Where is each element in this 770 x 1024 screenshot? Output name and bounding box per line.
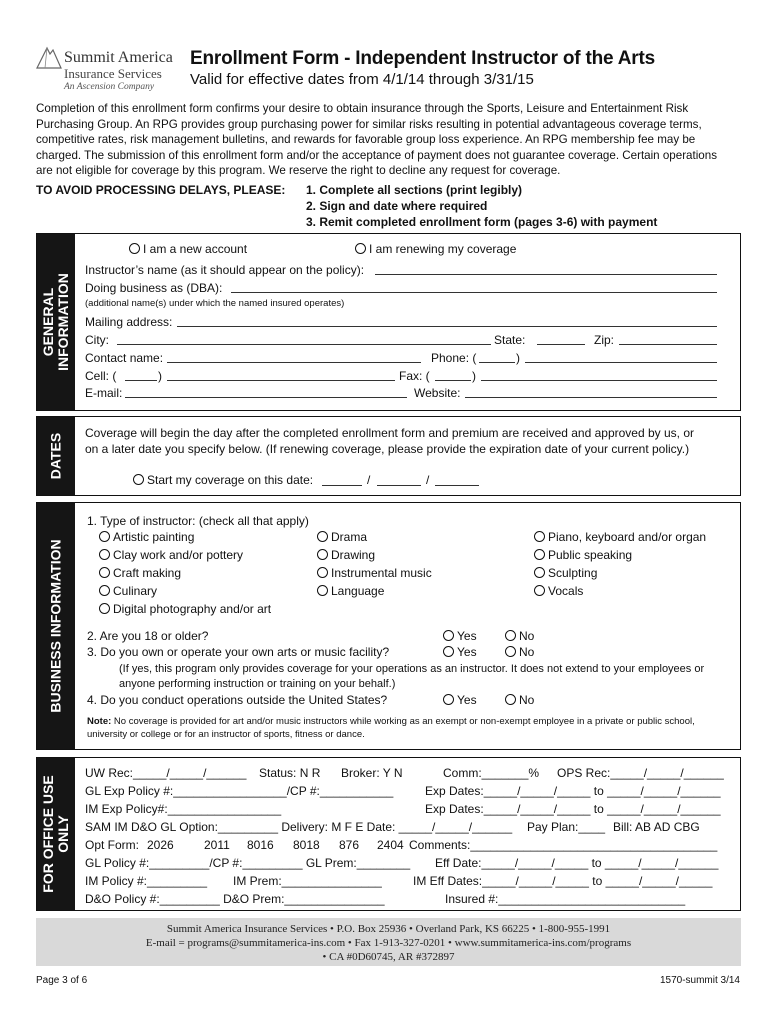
processing-label: TO AVOID PROCESSING DELAYS, PLEASE: <box>36 183 286 197</box>
dba-note: (additional name(s) under which the named insured operates) <box>85 298 345 309</box>
instructor-name-label: Instructor’s name (as it should appear on the policy): <box>85 263 365 277</box>
website-field[interactable] <box>465 397 717 398</box>
fax-field[interactable] <box>481 380 717 381</box>
business-information-section <box>36 502 741 750</box>
opt-form-2026: 2026 <box>147 838 174 852</box>
instructor-type-option[interactable]: Drawing <box>317 548 375 562</box>
checkbox-circle-icon[interactable] <box>317 567 328 578</box>
fax-label: Fax: ( <box>399 369 430 383</box>
city-label: City: <box>85 333 109 347</box>
date-slash-2: / <box>426 473 430 487</box>
gl-exp-policy: GL Exp Policy #:_________________/CP #:___________ <box>85 784 394 798</box>
mountain-logo-icon <box>36 44 62 70</box>
website-label: Website: <box>414 386 461 400</box>
date-slash-1: / <box>367 473 371 487</box>
fax-area-field[interactable] <box>435 380 471 381</box>
company-logo <box>36 44 186 96</box>
processing-step-2: 2. Sign and date where required <box>306 199 488 213</box>
dates-tab <box>37 417 75 495</box>
footer-email-fax: E-mail = programs@summitamerica-ins.com • Fax 1-913-327-0201 • www.summitamerica-ins.com/programs <box>145 937 632 949</box>
checkbox-circle-icon[interactable] <box>534 531 545 542</box>
insured-number: Insured #:____________________________ <box>445 892 686 906</box>
opt-form-2011: 2011 <box>204 838 230 852</box>
status: Status: N R <box>259 766 321 780</box>
eff-date: Eff Date:_____/_____/_____ to _____/_____/______ <box>435 856 719 870</box>
footer-contact-band <box>36 918 741 966</box>
radio-circle-icon[interactable] <box>505 630 516 641</box>
checkbox-circle-icon[interactable] <box>534 549 545 560</box>
phone-area-field[interactable] <box>479 362 515 363</box>
gl-policy: GL Policy #:_________/CP #:_________ GL Prem:________ <box>85 856 411 870</box>
dates-text: Coverage will begin the day after the completed enrollment form and premium are received and approved by us, or on a later date you specify below. (If renewing coverage, please provide the expiration date of your current policy.) <box>85 426 694 456</box>
fax-close-paren: ) <box>472 369 476 383</box>
im-eff-dates: IM Eff Dates:_____/_____/_____ to _____/_____/_____ <box>413 874 713 888</box>
dates-section <box>36 416 741 496</box>
start-year-field[interactable] <box>435 485 479 486</box>
exp-dates-1: Exp Dates:_____/_____/_____ to _____/_____/______ <box>425 784 721 798</box>
cell-close-paren: ) <box>158 369 162 383</box>
email-field[interactable] <box>125 397 407 398</box>
q2-label: 2. Are you 18 or older? <box>87 629 209 643</box>
start-day-field[interactable] <box>377 485 421 486</box>
q2-no-option[interactable]: No <box>505 629 534 643</box>
broker: Broker: Y N <box>341 766 403 780</box>
im-policy: IM Policy #:_________ <box>85 874 208 888</box>
checkbox-circle-icon[interactable] <box>534 585 545 596</box>
im-prem: IM Prem:_______________ <box>233 874 382 888</box>
start-month-field[interactable] <box>322 485 362 486</box>
opt-form-2404: 2404 <box>377 838 404 852</box>
instructor-type-option[interactable]: Public speaking <box>534 548 632 562</box>
processing-step-1: 1. Complete all sections (print legibly) <box>306 183 523 197</box>
radio-circle-icon[interactable] <box>443 694 454 705</box>
q3-yes-option[interactable]: Yes <box>443 645 477 659</box>
radio-circle-icon[interactable] <box>443 646 454 657</box>
instructor-type-option[interactable]: Drama <box>317 530 367 544</box>
email-label: E-mail: <box>85 386 123 400</box>
page-title: Enrollment Form - Independent Instructor of the Arts <box>190 48 655 69</box>
mailing-field[interactable] <box>177 326 717 327</box>
radio-circle-icon[interactable] <box>355 243 366 254</box>
instructor-type-option[interactable]: Artistic painting <box>99 530 194 544</box>
dno-policy: D&O Policy #:_________ D&O Prem:_______________ <box>85 892 385 906</box>
dates-tab-label: DATES <box>47 432 64 480</box>
office-use-tab <box>37 758 75 910</box>
zip-label: Zip: <box>594 333 615 347</box>
tab-label-line2: INFORMATION <box>55 273 71 371</box>
contact-label: Contact name: <box>85 351 164 365</box>
state-label: State: <box>494 333 526 347</box>
checkbox-circle-icon[interactable] <box>99 531 110 542</box>
contact-field[interactable] <box>167 362 421 363</box>
q3-no-option[interactable]: No <box>505 645 534 659</box>
instructor-type-option[interactable]: Vocals <box>534 584 583 598</box>
checkbox-circle-icon[interactable] <box>534 567 545 578</box>
instructor-type-option[interactable]: Culinary <box>99 584 157 598</box>
q3-label: 3. Do you own or operate your own arts or music facility? <box>87 645 390 659</box>
general-information-section <box>36 233 741 411</box>
q3-note: (If yes, this program only provides coverage for your operations as an instructor. It does not extend to your employees or anyone performing instruction or training on your behalf.) <box>119 663 705 690</box>
pay-plan: Pay Plan:____ <box>527 820 606 834</box>
q4-no-option[interactable]: No <box>505 693 534 707</box>
bill: Bill: AB AD CBG <box>613 820 700 834</box>
exp-dates-2: Exp Dates:_____/_____/_____ to _____/_____/______ <box>425 802 721 816</box>
opt-form-8018: 8018 <box>293 838 320 852</box>
im-exp-policy: IM Exp Policy#:_________________ <box>85 802 282 816</box>
form-code: 1570-summit 3/14 <box>659 975 740 986</box>
renewing-option[interactable]: I am renewing my coverage <box>355 242 516 256</box>
phone-close-paren: ) <box>516 351 520 365</box>
opt-form-876: 876 <box>339 838 360 852</box>
new-account-option[interactable]: I am a new account <box>129 242 247 256</box>
opt-form-8016: 8016 <box>247 838 274 852</box>
radio-circle-icon[interactable] <box>129 243 140 254</box>
instructor-type-option[interactable]: Clay work and/or pottery <box>99 548 243 562</box>
q4-yes-option[interactable]: Yes <box>443 693 477 707</box>
instructor-type-option[interactable]: Digital photography and/or art <box>99 602 271 616</box>
ops-rec: OPS Rec:_____/_____/______ <box>557 766 724 780</box>
q2-yes-option[interactable]: Yes <box>443 629 477 643</box>
instructor-type-option[interactable]: Sculpting <box>534 566 597 580</box>
radio-circle-icon[interactable] <box>505 646 516 657</box>
comm: Comm:_______% <box>443 766 540 780</box>
radio-circle-icon[interactable] <box>443 630 454 641</box>
checkbox-circle-icon[interactable] <box>99 549 110 560</box>
q1-label: 1. Type of instructor: (check all that apply) <box>87 514 309 528</box>
city-field[interactable] <box>117 344 491 345</box>
cell-field[interactable] <box>167 380 395 381</box>
instructor-type-option[interactable]: Language <box>317 584 384 598</box>
start-coverage-option[interactable]: Start my coverage on this date: <box>133 473 313 487</box>
radio-circle-icon[interactable] <box>505 694 516 705</box>
page-subtitle: Valid for effective dates from 4/1/14 through 3/31/15 <box>190 71 534 88</box>
business-note: Note: No coverage is provided for art and/or music instructors while working as an exempt or non-exempt employee in a private or public school, university or college or for an instructor of sports, fitness or dance. <box>87 716 695 740</box>
intro-paragraph: Completion of this enrollment form confirms your desire to obtain insurance through the Sports, Leisure and Entertainment Risk Purchasing Group. An RPG provides group purchasing power for similar risks resulting in potential advantageous coverage terms, competitive rates, risk management bulletins, and rewards for favorable group loss experience. An RPG membership fee may be charged. The submission of this enrollment form and/or the acceptance of payment does not guarantee coverage. Certain operations are not eligible for coverage by this program. We reserve the right to decline any request for coverage. <box>36 102 717 178</box>
checkbox-circle-icon[interactable] <box>99 567 110 578</box>
phone-label: Phone: ( <box>431 351 477 365</box>
footer-licenses: • CA #0D60745, AR #372897 <box>322 951 455 963</box>
tab-label-line1: GENERAL <box>40 287 56 357</box>
comments: Comments:_____________________________________ <box>409 838 718 852</box>
zip-field[interactable] <box>619 344 717 345</box>
radio-circle-icon[interactable] <box>133 474 144 485</box>
office-use-section <box>36 757 741 911</box>
mailing-label: Mailing address: <box>85 315 173 329</box>
uw-rec: UW Rec:_____/_____/______ <box>85 766 247 780</box>
instructor-type-option[interactable]: Craft making <box>99 566 181 580</box>
general-information-tab <box>37 234 75 410</box>
logo-company: Summit America <box>64 49 173 66</box>
checkbox-circle-icon[interactable] <box>99 585 110 596</box>
q4-label: 4. Do you conduct operations outside the United States? <box>87 693 388 707</box>
office-tab-line2: ONLY <box>55 815 71 853</box>
phone-field[interactable] <box>525 362 717 363</box>
sam-im-dno: SAM IM D&O GL Option:_________ Delivery: M F E Date: _____/_____/______ <box>85 820 513 834</box>
instructor-type-option[interactable]: Piano, keyboard and/or organ <box>534 530 706 544</box>
processing-step-3: 3. Remit completed enrollment form (pages 3-6) with payment <box>306 215 658 229</box>
cell-area-field[interactable] <box>125 380 157 381</box>
office-tab-line1: FOR OFFICE USE <box>40 775 56 893</box>
page-number: Page 3 of 6 <box>36 975 88 986</box>
checkbox-circle-icon[interactable] <box>317 549 328 560</box>
logo-division: Insurance Services <box>64 66 162 81</box>
business-tab-label: BUSINESS INFORMATION <box>47 539 64 713</box>
checkbox-circle-icon[interactable] <box>317 585 328 596</box>
business-information-tab <box>37 503 75 749</box>
opt-form-label: Opt Form: <box>85 838 140 852</box>
checkbox-circle-icon[interactable] <box>317 531 328 542</box>
footer-address: Summit America Insurance Services • P.O. Box 25936 • Overland Park, KS 66225 • 1-800-955-1991 <box>166 923 611 935</box>
dba-field[interactable] <box>231 292 717 293</box>
checkbox-circle-icon[interactable] <box>99 603 110 614</box>
instructor-name-field[interactable] <box>375 274 717 275</box>
cell-label: Cell: ( <box>85 369 117 383</box>
instructor-type-option[interactable]: Instrumental music <box>317 566 432 580</box>
state-field[interactable] <box>537 344 585 345</box>
dba-label: Doing business as (DBA): <box>85 281 223 295</box>
logo-tagline: An Ascension Company <box>64 82 155 92</box>
